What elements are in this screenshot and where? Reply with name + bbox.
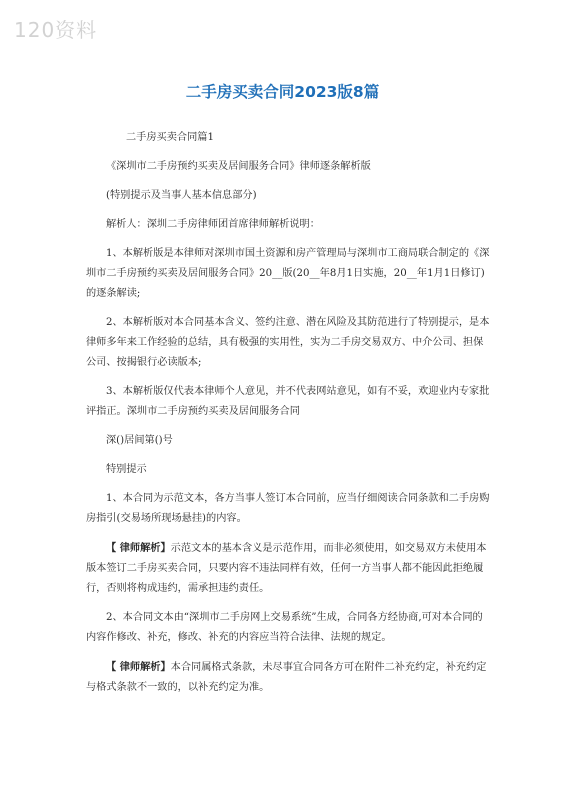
lawyer-note-text: 本合同属格式条款，未尽事宜合同各方可在附件二补充约定，补充约定与格式条款不一致的，以补充约定为准。	[86, 662, 487, 693]
page-title: 二手房买卖合同2023版8篇	[185, 83, 380, 101]
paragraph: 1、本合同为示范文本，各方当事人签订本合同前，应当仔细阅读合同条款和二手房购房指引(交易场所现场悬挂)的内容。	[86, 493, 490, 524]
lawyer-note-tag: 【 律师解析】	[106, 661, 171, 673]
lawyer-note-tag: 【 律师解析】	[106, 542, 171, 554]
watermark-logo: 120资料	[14, 18, 98, 42]
paragraph: 2、本解析版对本合同基本含义、签约注意、潜在风险及其防范进行了特别提示，是本律师多年来工作经验的总结，具有极强的实用性，实为二手房交易双方、中介公司、担保公司、按揭银行必读版本;	[86, 317, 490, 368]
document-body	[86, 128, 490, 707]
lawyer-note	[86, 538, 490, 599]
paragraph: 1、本解析版是本律师对深圳市国土资源和房产管理局与深圳市工商局联合制定的《深圳市二手房预约买卖及居间服务合同》20__版(20__年8月1日实施，20__年1月1日修订)的逐条解读;	[86, 248, 490, 299]
paragraph: 3、本解析版仅代表本律师个人意见，并不代表网站意见，如有不妥，欢迎业内专家批评指正。深圳市二手房预约买卖及居间服务合同	[86, 386, 490, 417]
paragraph: (特别提示及当事人基本信息部分)	[106, 190, 257, 201]
paragraph: 《深圳市二手房预约买卖及居间服务合同》律师逐条解析版	[106, 161, 371, 172]
paragraph: 特别提示	[106, 464, 147, 475]
paragraph: 解析人：深圳二手房律师团首席律师解析说明：	[106, 219, 320, 230]
paragraph: 深()居间第()号	[106, 435, 173, 446]
section-heading: 二手房买卖合同篇1	[126, 132, 214, 143]
lawyer-note	[86, 657, 490, 698]
lawyer-note-text: 示范文本的基本含义是示范作用，而非必须使用，如交易双方未使用本版本签订二手房买卖合同，只要内容不违法同样有效，任何一方当事人都不能因此拒绝履行，否则将构成违约，需承担违约责任。	[86, 543, 487, 594]
paragraph: 2、本合同文本由“深圳市二手房网上交易系统”生成，合同各方经协商,可对本合同的内容作修改、补充，修改、补充的内容应当符合法律、法规的规定。	[86, 612, 483, 643]
